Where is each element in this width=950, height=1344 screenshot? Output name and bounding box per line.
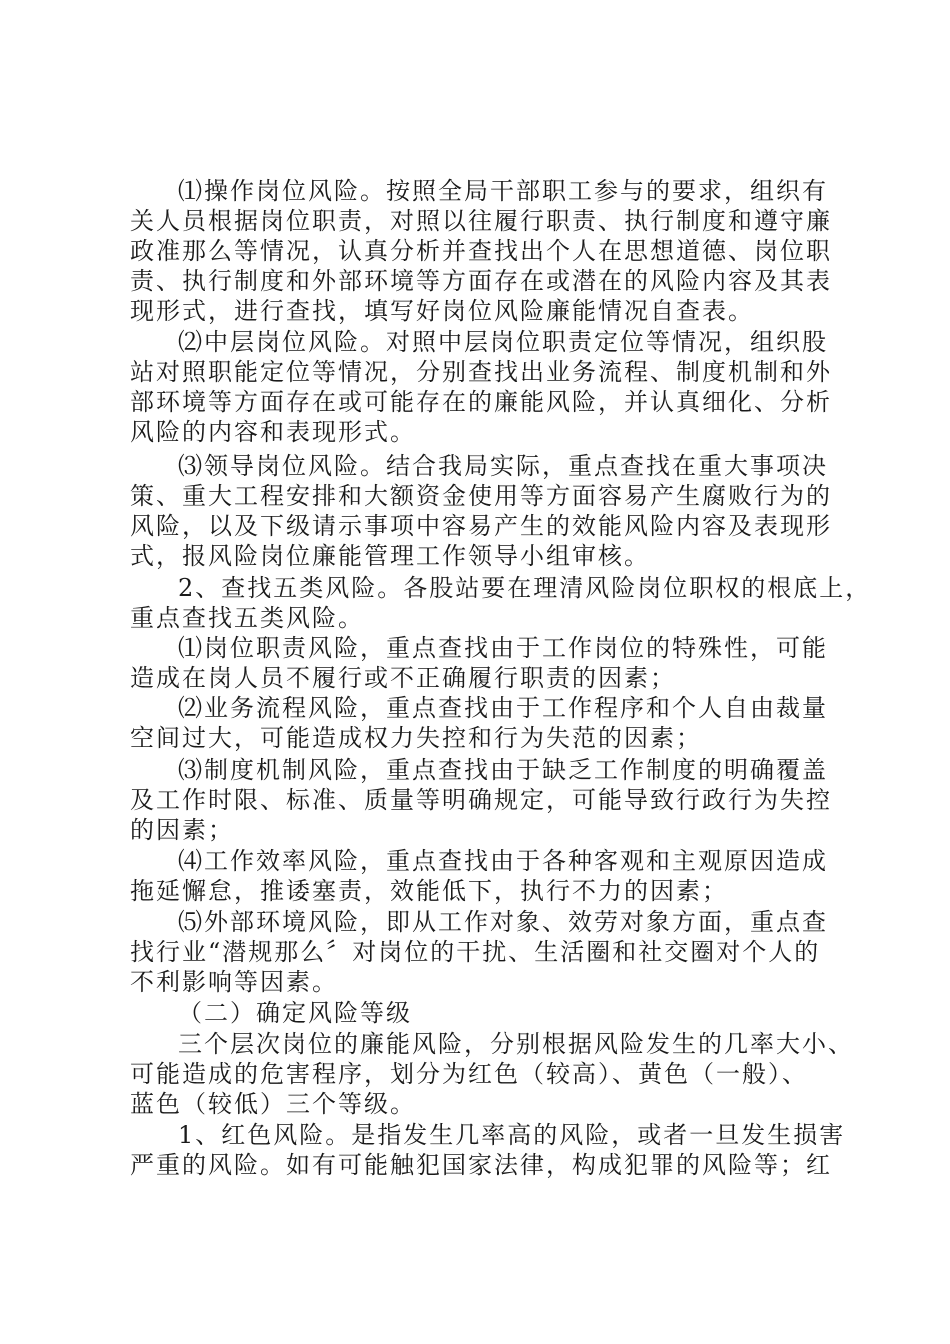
text-line: 部环境等方面存在或可能存在的廉能风险，并认真细化、分析 xyxy=(130,388,832,416)
text-line: 可能造成的危害程序，划分为红色（较高）、黄色（一般）、 xyxy=(130,1060,808,1088)
paragraph-efficiency-risk xyxy=(130,846,830,906)
text-line: 空间过大，可能造成权力失控和行为失范的因素； xyxy=(130,724,702,752)
paragraph-external-risk xyxy=(130,907,830,997)
text-line: ⑴操作岗位风险。按照全局干部职工参与的要求，组织有 xyxy=(178,177,828,205)
paragraph-risk-levels xyxy=(130,1029,854,1119)
text-line: 三个层次岗位的廉能风险，分别根据风险发生的几率大小、 xyxy=(178,1030,854,1058)
text-line: 关人员根据岗位职责，对照以往履行职责、执行制度和遵守廉 xyxy=(130,207,832,235)
text-line: 风险的内容和表现形式。 xyxy=(130,418,416,446)
paragraph-system-risk xyxy=(130,755,830,845)
text-line: 式，报风险岗位廉能管理工作领导小组审核。 xyxy=(130,542,650,570)
paragraph-operation-risk xyxy=(130,176,830,326)
text-line: 重点查找五类风险。 xyxy=(130,604,364,632)
text-line: ⑴岗位职责风险，重点查找由于工作岗位的特殊性，可能 xyxy=(178,634,828,662)
text-line: 现形式，进行查找，填写好岗位风险廉能情况自查表。 xyxy=(130,297,754,325)
text-line: 找行业“潜规那么〞对岗位的干扰、生活圈和社交圈对个人的 xyxy=(130,938,821,966)
text-line: 不利影响等因素。 xyxy=(130,968,338,996)
section-heading xyxy=(130,998,830,1028)
paragraph-duty-risk xyxy=(130,633,830,693)
text-line: 2、查找五类风险。各股站要在理清风险岗位职权的根底上， xyxy=(178,574,872,602)
paragraph-five-risks xyxy=(130,573,872,633)
text-line: 的因素； xyxy=(130,816,234,844)
text-line: 站对照职能定位等情况，分别查找出业务流程、制度机制和外 xyxy=(130,358,832,386)
text-line: 及工作时限、标准、质量等明确规定，可能导致行政行为失控 xyxy=(130,786,832,814)
text-line: 风险，以及下级请示事项中容易产生的效能风险内容及表现形 xyxy=(130,512,832,540)
text-line: 严重的风险。如有可能触犯国家法律，构成犯罪的风险等；红 xyxy=(130,1151,832,1179)
text-line: 拖延懈怠，推诿塞责，效能低下，执行不力的因素； xyxy=(130,877,728,905)
text-line: ⑵中层岗位风险。对照中层岗位职责定位等情况，组织股 xyxy=(178,328,828,356)
text-line: 政准那么等情况，认真分析并查找出个人在思想道德、岗位职 xyxy=(130,237,832,265)
text-line: 蓝色（较低）三个等级。 xyxy=(130,1090,416,1118)
text-line: （二）确定风险等级 xyxy=(178,999,412,1027)
text-line: ⑶领导岗位风险。结合我局实际，重点查找在重大事项决 xyxy=(178,452,828,480)
paragraph-leader-risk xyxy=(130,451,830,571)
text-line: ⑵业务流程风险，重点查找由于工作程序和个人自由裁量 xyxy=(178,694,828,722)
text-line: 1、红色风险。是指发生几率高的风险，或者一旦发生损害 xyxy=(178,1121,846,1149)
text-line: ⑶制度机制风险，重点查找由于缺乏工作制度的明确覆盖 xyxy=(178,756,828,784)
text-line: ⑷工作效率风险，重点查找由于各种客观和主观原因造成 xyxy=(178,847,828,875)
paragraph-middle-risk xyxy=(130,327,830,447)
text-line: ⑸外部环境风险，即从工作对象、效劳对象方面，重点查 xyxy=(178,908,828,936)
paragraph-process-risk xyxy=(130,693,830,753)
text-line: 责、执行制度和外部环境等方面存在或潜在的风险内容及其表 xyxy=(130,267,832,295)
text-line: 策、重大工程安排和大额资金使用等方面容易产生腐败行为的 xyxy=(130,482,832,510)
text-line: 造成在岗人员不履行或不正确履行职责的因素； xyxy=(130,664,676,692)
paragraph-red-risk xyxy=(130,1120,846,1180)
